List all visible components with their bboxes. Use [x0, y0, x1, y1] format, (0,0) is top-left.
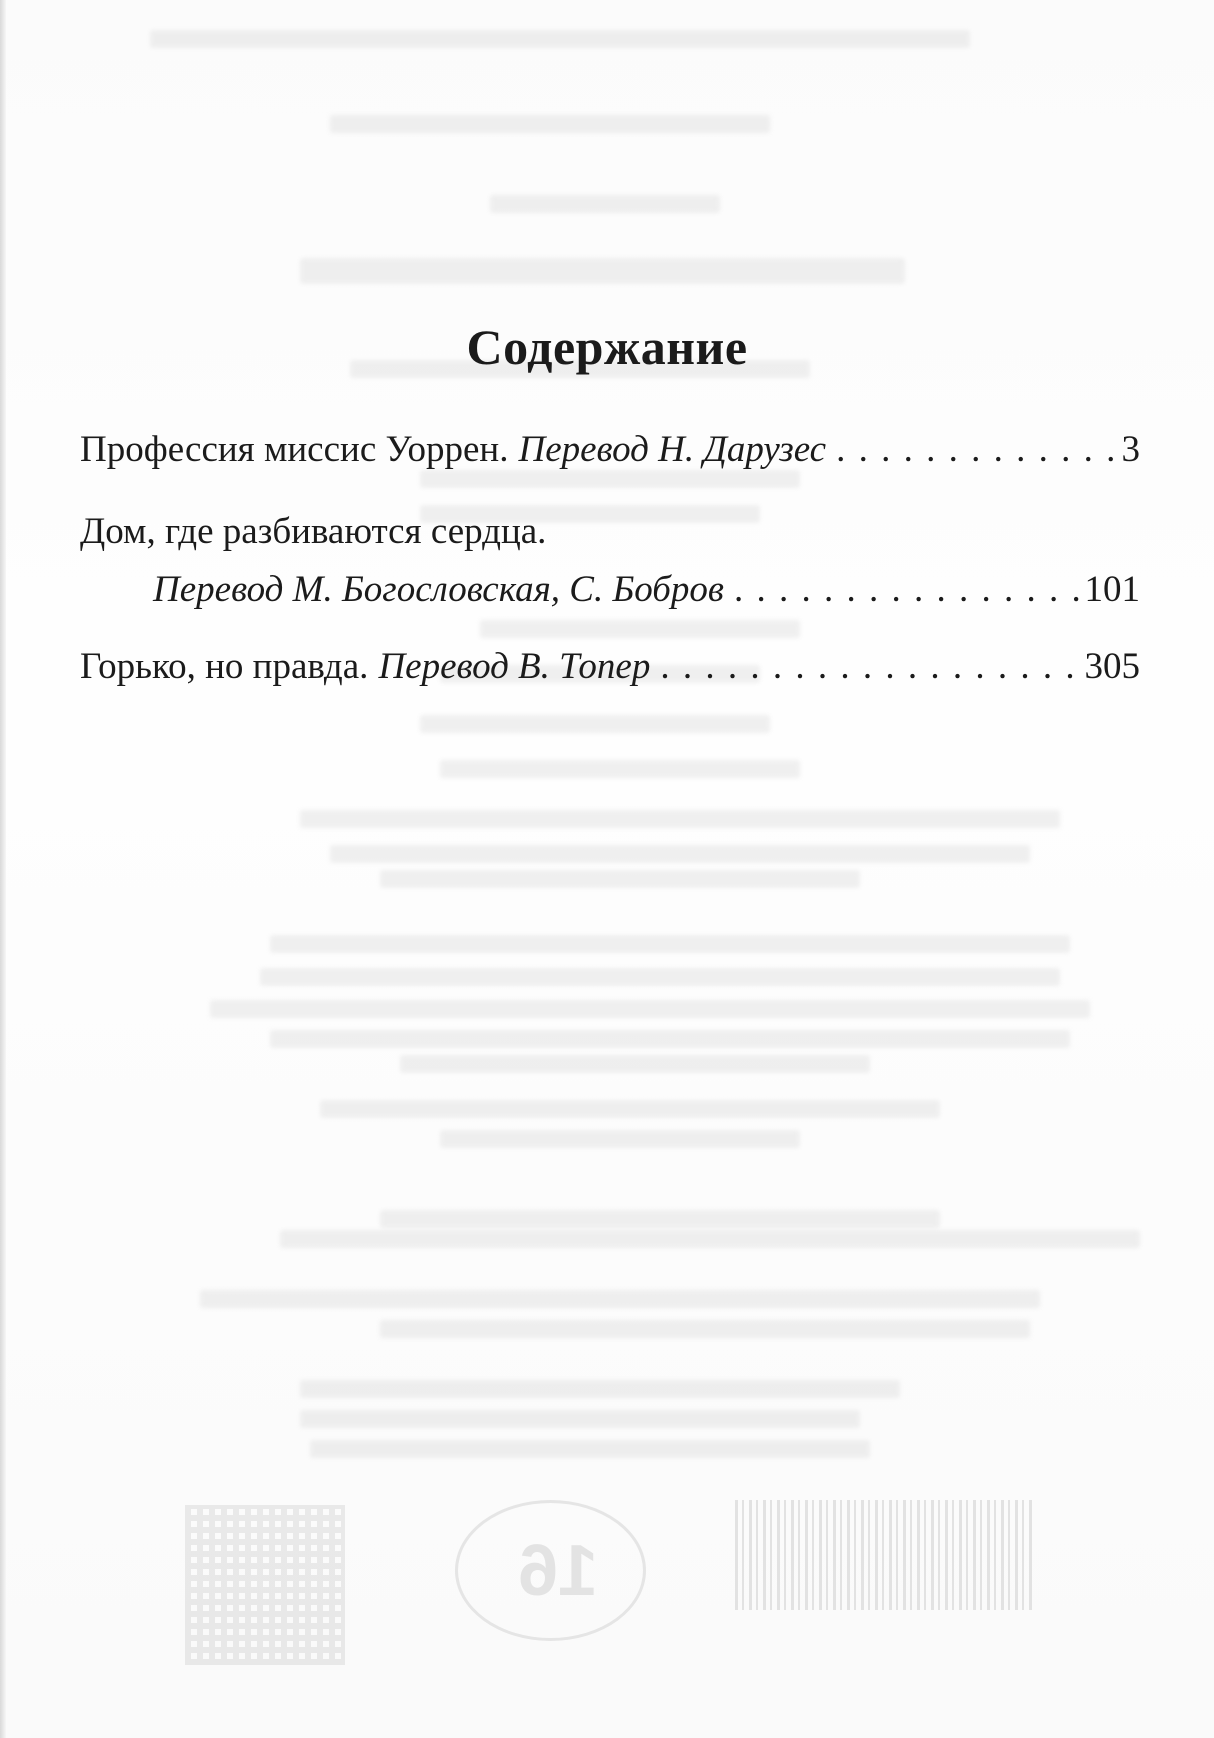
- toc-entry-translator: Перевод Н. Дарузес: [518, 429, 827, 470]
- toc-entry-translator: Перевод М. Богословская, С. Бобров: [153, 569, 724, 611]
- toc-entry-line: [80, 428, 1140, 472]
- toc-entry-page: 305: [1084, 646, 1140, 687]
- reverse-side-bleed-through: 16: [0, 0, 1214, 1738]
- toc-entry-line: [80, 645, 1140, 689]
- toc-entry-title: Профессия миссис Уоррен.: [80, 429, 509, 470]
- toc-entry-line: [80, 568, 1140, 612]
- toc-leader-dots: [836, 428, 1115, 472]
- toc-entry-page: 3: [1121, 429, 1140, 470]
- toc-entry-translator: Перевод В. Топер: [378, 646, 651, 687]
- toc-leader-dots: [734, 568, 1079, 612]
- toc-entry: [80, 645, 1140, 689]
- toc-entry-title-line: [80, 510, 1140, 554]
- toc-entry: [80, 510, 1140, 613]
- toc-title: Содержание: [466, 319, 748, 375]
- toc-entry-title: Горько, но правда.: [80, 646, 369, 687]
- toc-entry-title: Дом, где разбиваются сердца.: [80, 511, 547, 552]
- toc-leader-dots: [660, 645, 1078, 689]
- page-edge-shadow: [0, 0, 6, 1738]
- toc-entry-page: 101: [1084, 569, 1140, 611]
- toc-entry: [80, 428, 1140, 472]
